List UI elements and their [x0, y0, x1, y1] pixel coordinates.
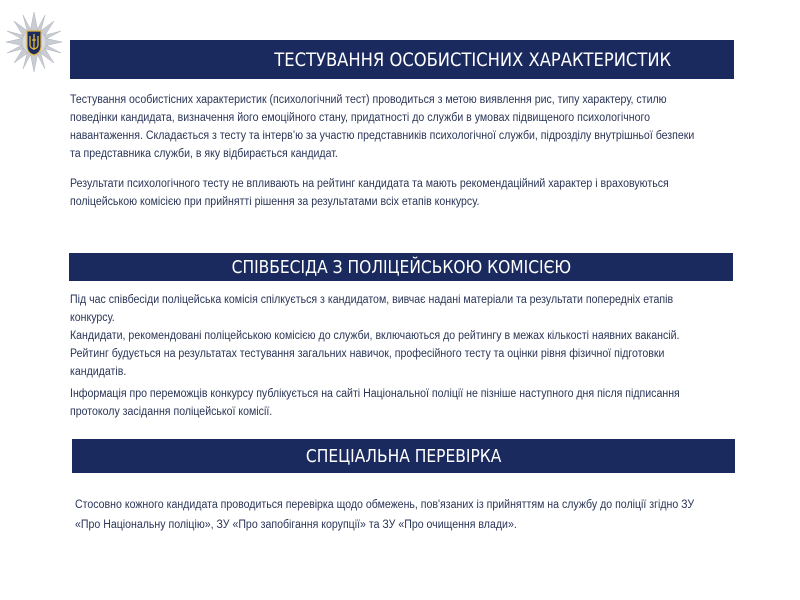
- text-line: Під час співбесіди поліцейська комісія спілкується з кандидатом, вивчає надані матеріали та результати попередніх етапів: [70, 294, 674, 306]
- text-line: Інформація про переможців конкурсу публікується на сайті Національної поліції не пізніше наступного дня після підписання: [70, 388, 680, 400]
- police-emblem: [4, 10, 64, 74]
- section-header-special-check: [72, 439, 735, 473]
- text-line: поведінки кандидата, визначення його емоційного стану, придатності до служби в умовах підвищеного психологічного: [70, 112, 651, 124]
- section-title: ТЕСТУВАННЯ ОСОБИСТІСНИХ ХАРАКТЕРИСТИК: [274, 48, 672, 71]
- personality-testing-description: [70, 91, 750, 163]
- national-police-star-emblem-icon: [4, 10, 64, 74]
- section-title: СПІВБЕСІДА З ПОЛІЦЕЙСЬКОЮ КОМІСІЄЮ: [231, 256, 571, 278]
- winners-publication-note: [70, 385, 750, 421]
- text-line: Результати психологічного тесту не впливають на рейтинг кандидата та мають рекомендаційний характер і враховуються: [70, 178, 669, 190]
- text-line: Стосовно кожного кандидата проводиться перевірка щодо обмежень, пов'язаних із прийняттям на службу до поліції згідно ЗУ: [75, 499, 695, 511]
- interview-description: [70, 291, 750, 381]
- text-line: кандидатів.: [70, 366, 127, 378]
- text-line: конкурсу.: [70, 312, 115, 324]
- text-line: Тестування особистісних характеристик (психологічний тест) проводиться з метою виявлення рис, типу характеру, стилю: [70, 94, 667, 106]
- text-line: Рейтинг будується на результатах тестування загальних навичок, професійного тесту та оцінки рівня фізичної підготовки: [70, 348, 665, 360]
- section-header-personality-testing: [70, 40, 734, 79]
- section-header-police-commission-interview: [69, 253, 733, 281]
- personality-testing-results-note: [70, 175, 750, 211]
- text-line: та представника служби, в яку відбирається кандидат.: [70, 148, 338, 160]
- special-check-description: [75, 495, 755, 535]
- text-line: поліцейською комісією при прийнятті рішення за результатами всіх етапів конкурсу.: [70, 196, 480, 208]
- text-line: «Про Національну поліцію», ЗУ «Про запобігання корупції» та ЗУ «Про очищення влади».: [75, 519, 517, 531]
- text-line: навантаження. Складається з тесту та інтерв’ю за участю представників психологічної служби, підрозділу внутрішньої безпеки: [70, 130, 695, 142]
- section-title: СПЕЦІАЛЬНА ПЕРЕВІРКА: [305, 445, 502, 467]
- text-line: протоколу засідання поліцейської комісії.: [70, 406, 273, 418]
- text-line: Кандидати, рекомендовані поліцейською комісією до служби, включаються до рейтингу в межах кількості наявних вакансій.: [70, 330, 680, 342]
